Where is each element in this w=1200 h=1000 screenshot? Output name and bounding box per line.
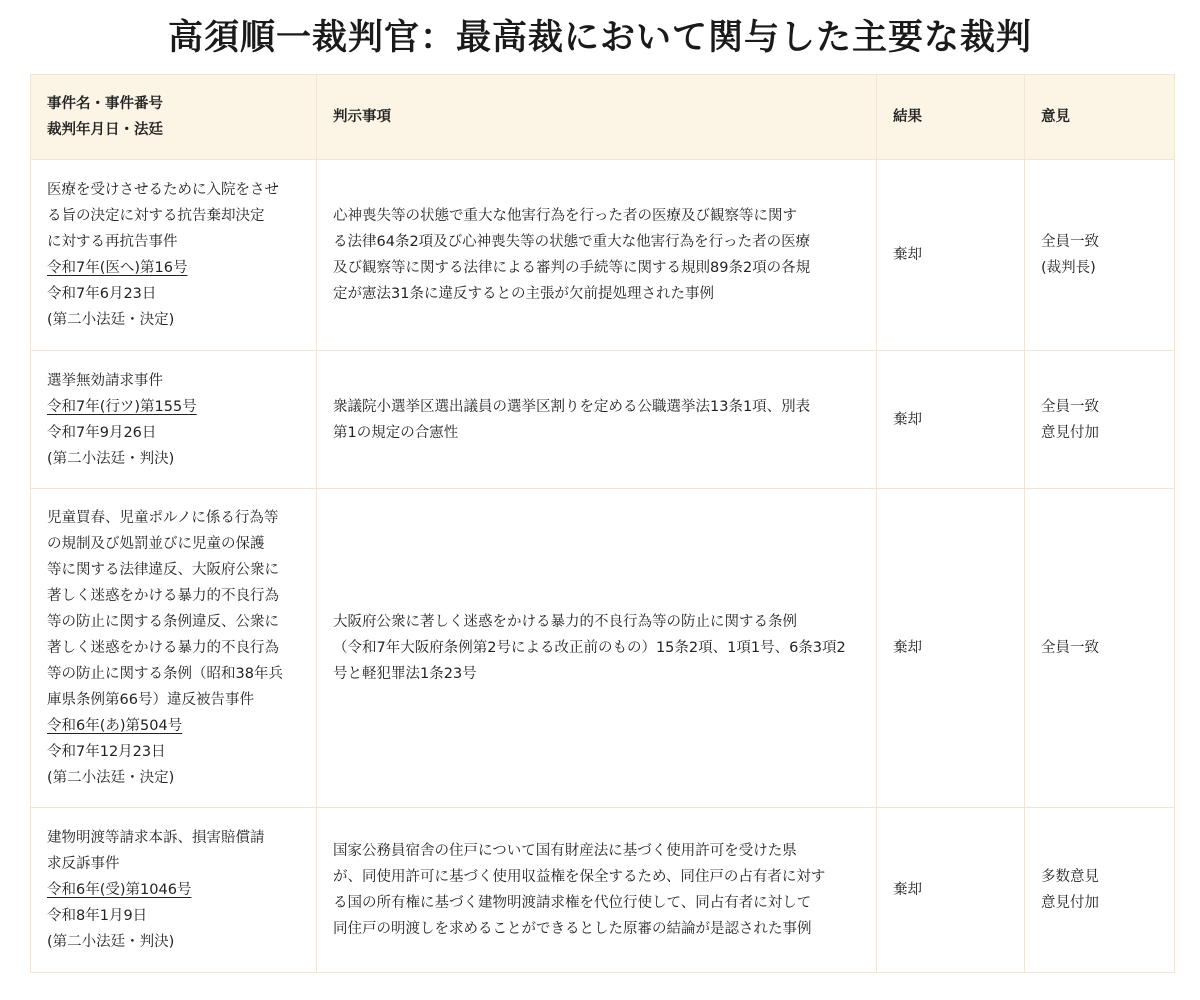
case-name-line: に対する再抗告事件 [47, 234, 178, 250]
opinion-line: 全員一致 [1041, 234, 1099, 250]
matter-line: 同住戸の明渡しを求めることができるとした原審の結論が是認された事例 [333, 921, 812, 937]
case-name-line: 求反訴事件 [47, 856, 120, 872]
case-name-line: 著しく迷惑をかける暴力的不良行為 [47, 588, 279, 604]
opinion-line: (裁判長) [1041, 260, 1096, 276]
header-opinion: 意見 [1025, 75, 1175, 160]
ruling-date: 令和7年9月26日 [47, 424, 157, 441]
case-name-line: 児童買春、児童ポルノに係る行為等 [47, 510, 279, 526]
opinion-line: 多数意見 [1041, 869, 1099, 885]
opinion-cell [1025, 160, 1175, 351]
matter-line: が、同使用許可に基づく使用収益権を保全するため、同住戸の占有者に対す [333, 869, 826, 885]
result-cell: 棄却 [877, 489, 1025, 808]
header-case [31, 75, 317, 160]
table-row [31, 808, 1175, 973]
case-number-link[interactable]: 令和7年(行ツ)第155号 [47, 398, 197, 415]
case-name-line: 選挙無効請求事件 [47, 372, 163, 389]
table-row [31, 351, 1175, 489]
case-name-line: 庫県条例第66号）違反被告事件 [47, 692, 254, 708]
header-row [31, 75, 1175, 160]
court-bench: (第二小法廷・判決) [47, 934, 175, 950]
case-cell [31, 808, 317, 973]
case-name-line: る旨の決定に対する抗告棄却決定 [47, 208, 265, 224]
court-bench: (第二小法廷・判決) [47, 450, 175, 467]
ruling-date: 令和7年6月23日 [47, 286, 157, 302]
case-cell [31, 160, 317, 351]
case-number-line [47, 394, 300, 420]
matter-cell [317, 489, 877, 808]
opinion-cell [1025, 351, 1175, 489]
opinion-line: 意見付加 [1041, 424, 1099, 441]
case-number-line [47, 877, 300, 903]
case-name-line: 医療を受けさせるために入院をさせ [47, 182, 279, 198]
opinion-line: 全員一致 [1041, 398, 1099, 415]
case-number-line [47, 713, 300, 739]
case-name-line: 建物明渡等請求本訴、損害賠償請 [47, 830, 265, 846]
case-name-line: の規制及び処罰並びに児童の保護 [47, 536, 265, 552]
matter-cell [317, 808, 877, 973]
opinion-line: 意見付加 [1041, 895, 1099, 911]
rulings-table [30, 74, 1175, 973]
matter-line: る法律64条2項及び心神喪失等の状態で重大な他害行為を行った者の医療 [333, 234, 811, 250]
case-number-link[interactable]: 令和6年(あ)第504号 [47, 718, 183, 734]
matter-line: 衆議院小選挙区選出議員の選挙区割りを定める公職選挙法13条1項、別表 [333, 398, 811, 415]
case-cell [31, 351, 317, 489]
case-cell [31, 489, 317, 808]
opinion-line: 全員一致 [1041, 640, 1099, 656]
matter-line: 定が憲法31条に違反するとの主張が欠前提処理された事例 [333, 286, 714, 302]
matter-cell [317, 351, 877, 489]
case-number-link[interactable]: 令和6年(受)第1046号 [47, 882, 192, 898]
court-bench: (第二小法廷・決定) [47, 770, 175, 786]
table-row [31, 160, 1175, 351]
opinion-cell [1025, 808, 1175, 973]
ruling-date: 令和8年1月9日 [47, 908, 148, 924]
header-case-line1: 事件名・事件番号 [47, 96, 163, 112]
header-result: 結果 [877, 75, 1025, 160]
matter-line: 第1の規定の合憲性 [333, 424, 459, 441]
ruling-date: 令和7年12月23日 [47, 744, 166, 760]
matter-line: 及び観察等に関する法律による審判の手続等に関する規則89条2項の各規 [333, 260, 811, 276]
table-body [31, 160, 1175, 973]
table-header [31, 75, 1175, 160]
matter-line: （令和7年大阪府条例第2号による改正前のもの）15条2項、1項1号、6条3項2 [333, 640, 846, 656]
matter-line: 国家公務員宿舎の住戸について国有財産法に基づく使用許可を受けた県 [333, 843, 797, 859]
court-bench: (第二小法廷・決定) [47, 312, 175, 328]
result-cell: 棄却 [877, 808, 1025, 973]
case-name-line: 等の防止に関する条例（昭和38年兵 [47, 666, 283, 682]
matter-line: 心神喪失等の状態で重大な他害行為を行った者の医療及び観察等に関す [333, 208, 797, 224]
matter-line: 大阪府公衆に著しく迷惑をかける暴力的不良行為等の防止に関する条例 [333, 614, 797, 630]
case-name-line: 等の防止に関する条例違反、公衆に [47, 614, 279, 630]
matter-line: 号と軽犯罪法1条23号 [333, 666, 477, 682]
matter-line: る国の所有権に基づく建物明渡請求権を代位行使して、同占有者に対して [333, 895, 812, 911]
case-number-line [47, 255, 300, 281]
opinion-cell [1025, 489, 1175, 808]
table-row [31, 489, 1175, 808]
header-matter: 判示事項 [317, 75, 877, 160]
case-number-link[interactable]: 令和7年(医へ)第16号 [47, 260, 188, 276]
result-cell: 棄却 [877, 160, 1025, 351]
case-name-line: 等に関する法律違反、大阪府公衆に [47, 562, 279, 578]
matter-cell [317, 160, 877, 351]
result-cell: 棄却 [877, 351, 1025, 489]
header-case-line2: 裁判年月日・法廷 [47, 122, 163, 138]
page-title: 高須順一裁判官：最高裁において関与した主要な裁判 [167, 17, 1032, 58]
case-name-line: 著しく迷惑をかける暴力的不良行為 [47, 640, 279, 656]
